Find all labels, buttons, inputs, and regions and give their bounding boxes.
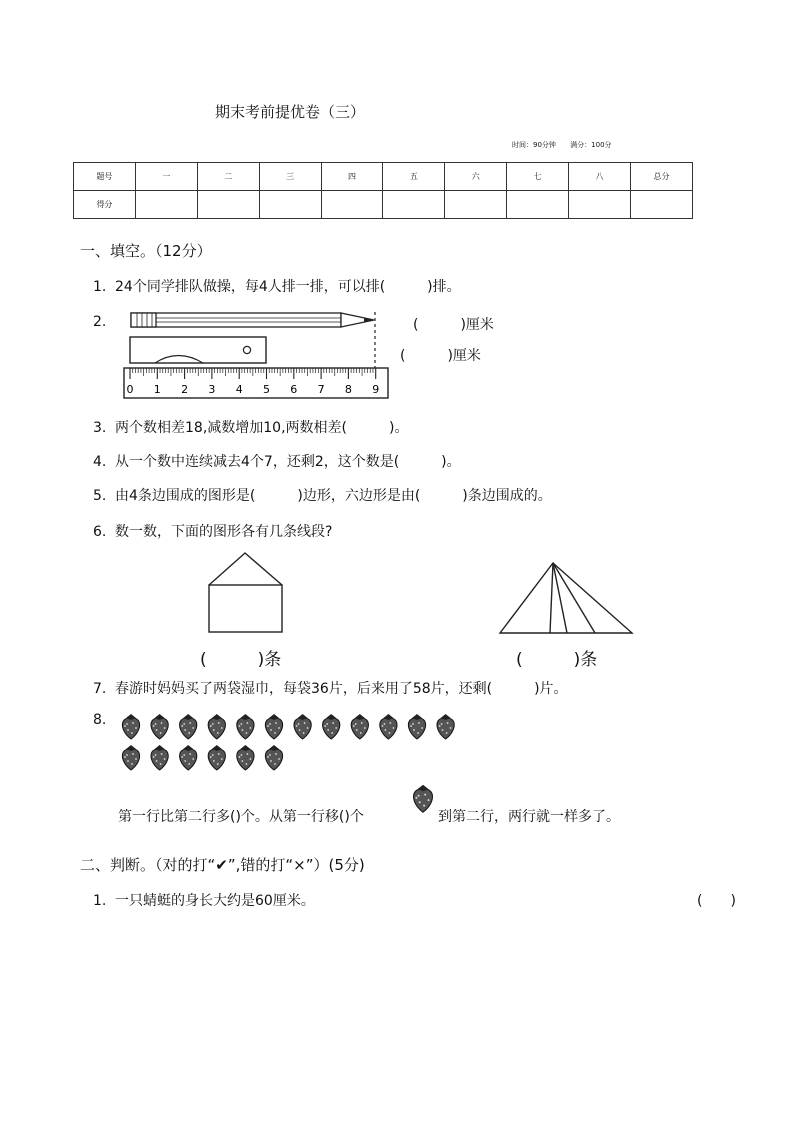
- score-cell: 一: [135, 163, 197, 191]
- score-cell: 题号: [74, 163, 136, 191]
- question-text: 春游时妈妈买了两袋湿巾，每袋36片，后来用了58片，还剩( )片。: [115, 681, 568, 697]
- question-number: 7.: [93, 681, 107, 697]
- strawberry-icon: [294, 714, 311, 739]
- score-cell: 三: [259, 163, 321, 191]
- question-number: 3.: [93, 420, 107, 436]
- question-text: 数一数，下面的图形各有几条线段?: [115, 524, 333, 540]
- ruler-label: 2: [181, 383, 189, 396]
- ruler-label: 5: [263, 383, 270, 396]
- page-title: 期末考前提优卷（三）: [215, 103, 366, 121]
- ruler-label: 8: [344, 383, 352, 396]
- strawberry-icon: [437, 714, 454, 739]
- q2-answer-1[interactable]: ( )厘米: [413, 317, 494, 333]
- ruler-label: 4: [235, 383, 243, 396]
- strawberry-icon: [265, 714, 282, 739]
- score-cell: 八: [569, 163, 631, 191]
- question-text: 从一个数中连续减去4个7，还剩2，这个数是( )。: [115, 454, 461, 470]
- judge-question-1: [93, 890, 315, 910]
- question-text: 一只蜻蜓的身长大约是60厘米。: [115, 893, 315, 909]
- score-cell: 五: [383, 163, 445, 191]
- strawberry-icon: [208, 745, 225, 770]
- question-text: 24个同学排队做操，每4人排一排，可以排( )排。: [115, 279, 461, 295]
- time-limit: 时间：90分钟: [512, 141, 556, 149]
- strawberry-icon: [208, 714, 225, 739]
- strawberry-icon: [237, 714, 254, 739]
- ruler-label: 6: [290, 383, 298, 396]
- ruler-label: 9: [372, 383, 380, 396]
- section1-heading: 一、填空。（12分）: [80, 242, 212, 260]
- question-number: 6.: [93, 524, 107, 540]
- q2-answer-2[interactable]: ( )厘米: [400, 348, 481, 364]
- q6-blank-1[interactable]: ( )条: [200, 650, 282, 670]
- score-cell: 二: [197, 163, 259, 191]
- strawberry-icon: [323, 714, 340, 739]
- question-text: 两个数相差18,减数增加10,两数相差( )。: [115, 420, 409, 436]
- score-cell: 七: [507, 163, 569, 191]
- ruler-label: 1: [153, 383, 161, 396]
- ruler-label: 7: [317, 383, 325, 396]
- question-number: 4.: [93, 454, 107, 470]
- strawberry-icon: [408, 714, 425, 739]
- question-2-number: 2.: [93, 314, 107, 330]
- strawberry-icon: [380, 714, 397, 739]
- question-number: 5.: [93, 488, 107, 504]
- strawberry-icon: [180, 714, 197, 739]
- strawberry-icon: [122, 714, 139, 739]
- strawberry-icon: [180, 745, 197, 770]
- strawberry-icon: [237, 745, 254, 770]
- judge-answer-blank[interactable]: ( ): [697, 893, 736, 909]
- q8-text-after: 到第二行，两行就一样多了。: [438, 809, 620, 825]
- score-cell: 四: [321, 163, 383, 191]
- question-8-number: 8.: [93, 712, 107, 728]
- question-number: 1.: [93, 279, 107, 295]
- ruler-label: 0: [126, 383, 134, 396]
- section2-heading: 二、判断。（对的打“✔”,错的打“×”）(5分): [80, 856, 365, 874]
- score-cell: 六: [445, 163, 507, 191]
- score-cell: 总分: [631, 163, 693, 191]
- ruler-label: 3: [208, 383, 216, 396]
- strawberry-icon: [151, 745, 168, 770]
- score-row-label: 得分: [74, 191, 136, 219]
- q6-blank-2[interactable]: ( )条: [516, 650, 598, 670]
- strawberry-icon: [265, 745, 282, 770]
- full-score: 满分：100分: [570, 141, 612, 149]
- strawberry-icon: [151, 714, 168, 739]
- strawberry-icon: [414, 785, 433, 813]
- question-number: 1.: [93, 893, 107, 909]
- strawberry-icon: [122, 745, 139, 770]
- strawberry-icon: [351, 714, 368, 739]
- q8-text-before: 第一行比第二行多()个。从第一行移()个: [118, 809, 364, 825]
- question-text: 由4条边围成的图形是( )边形，六边形是由( )条边围成的。: [115, 488, 552, 504]
